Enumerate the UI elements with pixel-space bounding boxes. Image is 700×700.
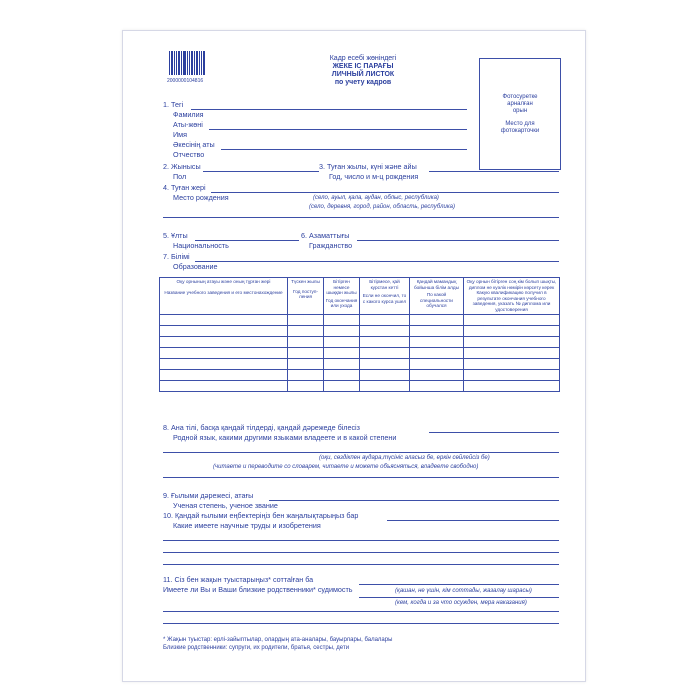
table-cell[interactable] bbox=[464, 380, 560, 391]
table-cell[interactable] bbox=[160, 358, 288, 369]
patronymic-label-ru: Отчество bbox=[173, 150, 205, 159]
convictions-label-ru: Имеете ли Вы и Ваши близкие родственники* судимость bbox=[163, 585, 353, 594]
col-institution: Оқу орнының атауы және оның тұрған жері Название учебного заведения и его местонахождение bbox=[160, 278, 288, 315]
table-row bbox=[160, 325, 560, 336]
table-cell[interactable] bbox=[160, 369, 288, 380]
table-cell[interactable] bbox=[464, 325, 560, 336]
table-cell[interactable] bbox=[160, 314, 288, 325]
convictions-input-line-4[interactable] bbox=[163, 623, 559, 624]
surname-label-kz: 1. Тегі bbox=[163, 100, 184, 109]
table-cell[interactable] bbox=[160, 347, 288, 358]
name-label-ru: Имя bbox=[173, 130, 187, 139]
convictions-input-line-2[interactable] bbox=[359, 597, 559, 598]
photo-label-kz-1: Фотосуретке bbox=[502, 93, 538, 100]
degree-label-ru: Ученая степень, ученое звание bbox=[173, 501, 278, 510]
works-label-ru: Какие имеете научные труды и изобретения bbox=[173, 521, 321, 530]
table-cell[interactable] bbox=[410, 369, 464, 380]
photo-label-kz-2: арналған bbox=[507, 100, 533, 107]
table-cell[interactable] bbox=[410, 325, 464, 336]
convictions-hint-kz: (қашан, не үшін, кім соттады, жазалау шарасы) bbox=[395, 588, 532, 594]
col-qualification: Оқу орнын бітірген соң кім болып шықты, диплом не куәлік нөмірін көрсету керек Какую квалификацию получил в результате окончания учебного заведения, указать № диплома или удостоверения bbox=[464, 278, 560, 315]
table-cell[interactable] bbox=[288, 369, 324, 380]
convictions-input-line-3[interactable] bbox=[163, 611, 559, 612]
table-row bbox=[160, 347, 560, 358]
title-ru-1: ЛИЧНЫЙ ЛИСТОК bbox=[331, 71, 395, 78]
col-specialty: Қандай мамандық бойынша білім алды По какой специальности обучался bbox=[410, 278, 464, 315]
footnote-ru: Близкие родственники: супруги, их родители, братья, сестры, дети bbox=[163, 645, 350, 651]
col-graduation-year: Бітірген немесе шыққан жылы Год окончания или ухода bbox=[324, 278, 360, 315]
table-cell[interactable] bbox=[360, 325, 410, 336]
col-course-left: Бітірмесе, қай курстан кетті Если не окончил, то с какого курса ушел bbox=[360, 278, 410, 315]
nationality-label-kz: 5. Ұлты bbox=[163, 231, 188, 240]
language-input-line-1[interactable] bbox=[429, 432, 559, 433]
degree-label-kz: 9. Ғылыми дәрежесі, атағы bbox=[163, 491, 254, 500]
table-cell[interactable] bbox=[360, 336, 410, 347]
birthdate-label-kz: 3. Туған жылы, күні және айы bbox=[319, 162, 417, 171]
language-hint-ru: (читаете и переводите со словарем, читаете и можете объясняться, владеете свободно) bbox=[213, 464, 479, 470]
table-cell[interactable] bbox=[160, 380, 288, 391]
sex-label-kz: 2. Жынысы bbox=[163, 162, 201, 171]
table-cell[interactable] bbox=[410, 347, 464, 358]
language-hint-kz: (оқи, сөздікпен аударa,түсініс алaсыз бе, еркін сөйлейсіз бе) bbox=[319, 455, 490, 461]
works-label-kz: 10. Қандай ғылыми еңбектеріңіз бен жаңалықтарыңыз бар bbox=[163, 511, 359, 520]
table-cell[interactable] bbox=[160, 336, 288, 347]
table-cell[interactable] bbox=[288, 314, 324, 325]
birthplace-label-ru: Место рождения bbox=[173, 193, 229, 202]
table-cell[interactable] bbox=[360, 347, 410, 358]
nationality-label-ru: Национальность bbox=[173, 241, 229, 250]
patronymic-input-line[interactable] bbox=[221, 149, 467, 150]
education-label-kz: 7. Білімі bbox=[163, 252, 190, 261]
table-cell[interactable] bbox=[324, 325, 360, 336]
table-cell[interactable] bbox=[360, 380, 410, 391]
birthdate-input-line[interactable] bbox=[429, 171, 559, 172]
table-cell[interactable] bbox=[464, 336, 560, 347]
education-label-ru: Образование bbox=[173, 262, 218, 271]
photo-label-kz-3: орын bbox=[512, 107, 528, 114]
table-row bbox=[160, 336, 560, 347]
table-cell[interactable] bbox=[160, 325, 288, 336]
barcode-number: 2000000104816 bbox=[167, 78, 204, 84]
photo-placeholder bbox=[479, 58, 561, 170]
table-cell[interactable] bbox=[360, 358, 410, 369]
surname-label-ru: Фамилия bbox=[173, 110, 204, 119]
degree-input-line[interactable] bbox=[269, 500, 559, 501]
citizenship-label-ru: Гражданство bbox=[309, 241, 353, 250]
patronymic-label-kz: Әкесінің аты bbox=[173, 140, 215, 149]
citizenship-input-line[interactable] bbox=[357, 240, 559, 241]
footnote-kz: * Жақын туыстар: ерлі-зайыптылар, олардың ата-аналары, бауырлары, балалары bbox=[163, 637, 393, 643]
convictions-input-line-1[interactable] bbox=[359, 584, 559, 585]
works-input-line-3[interactable] bbox=[163, 552, 559, 553]
title-ru-2: по учету кадров bbox=[334, 79, 392, 86]
language-label-ru: Родной язык, какими другими языками владеете и в какой степени bbox=[173, 433, 397, 442]
birthplace-input-line[interactable] bbox=[211, 192, 559, 193]
photo-label-ru-1: Место для bbox=[505, 120, 535, 127]
works-input-line-4[interactable] bbox=[163, 564, 559, 565]
birthplace-hint-ru: (село, деревня, город, район, область, республика) bbox=[309, 204, 455, 210]
convictions-hint-ru: (кем, когда и за что осужден, мера наказания) bbox=[395, 600, 527, 606]
sex-input-line[interactable] bbox=[203, 171, 319, 172]
table-cell[interactable] bbox=[288, 325, 324, 336]
table-cell[interactable] bbox=[464, 369, 560, 380]
education-table-header bbox=[160, 278, 560, 315]
table-cell[interactable] bbox=[288, 358, 324, 369]
photo-label-ru-2: фотокарточки bbox=[500, 127, 540, 134]
col-admission-year: Түскен жылы Год поступ-ления bbox=[288, 278, 324, 315]
table-cell[interactable] bbox=[410, 380, 464, 391]
title-kz-1: Кадр есебі жөніндегі bbox=[329, 55, 397, 62]
table-cell[interactable] bbox=[324, 358, 360, 369]
table-row bbox=[160, 314, 560, 325]
surname-input-line[interactable] bbox=[191, 109, 467, 110]
table-cell[interactable] bbox=[324, 380, 360, 391]
birthdate-label-ru: Год, число и м-ц рождения bbox=[329, 172, 419, 181]
language-input-line-3[interactable] bbox=[163, 477, 559, 478]
table-cell[interactable] bbox=[360, 369, 410, 380]
table-cell[interactable] bbox=[464, 347, 560, 358]
table-cell[interactable] bbox=[410, 314, 464, 325]
table-cell[interactable] bbox=[410, 358, 464, 369]
sex-label-ru: Пол bbox=[173, 172, 187, 181]
birthplace-extra-line[interactable] bbox=[163, 217, 559, 218]
barcode bbox=[169, 51, 209, 75]
table-cell[interactable] bbox=[324, 347, 360, 358]
language-input-line-2[interactable] bbox=[163, 452, 559, 453]
title-kz-2: ЖЕКЕ ІС ПАРАҒЫ bbox=[332, 63, 394, 70]
education-input-line[interactable] bbox=[195, 261, 559, 262]
citizenship-label-kz: 6. Азаматтығы bbox=[301, 231, 350, 240]
works-input-line-1[interactable] bbox=[387, 520, 559, 521]
table-row bbox=[160, 380, 560, 391]
table-row bbox=[160, 369, 560, 380]
language-label-kz: 8. Ана тілі, басқа қандай тілдерді, қандай дәрежеде білесіз bbox=[163, 423, 360, 432]
form-sheet bbox=[122, 30, 586, 682]
table-cell[interactable] bbox=[324, 314, 360, 325]
table-cell[interactable] bbox=[410, 336, 464, 347]
table-row bbox=[160, 358, 560, 369]
table-cell[interactable] bbox=[464, 314, 560, 325]
convictions-label-kz: 11. Сіз бен жақын туыстарыңыз* соттalған ба bbox=[163, 575, 314, 584]
name-input-line[interactable] bbox=[209, 129, 467, 130]
table-cell[interactable] bbox=[324, 336, 360, 347]
education-table bbox=[159, 277, 560, 392]
table-cell[interactable] bbox=[360, 314, 410, 325]
birthplace-label-kz: 4. Туған жері bbox=[163, 183, 206, 192]
table-cell[interactable] bbox=[288, 336, 324, 347]
table-cell[interactable] bbox=[464, 358, 560, 369]
birthplace-hint-kz: (село, ауыл, қала, аудан, облыс, республика) bbox=[313, 195, 439, 201]
name-label-kz: Аты-жөні bbox=[173, 120, 203, 129]
table-cell[interactable] bbox=[288, 380, 324, 391]
table-cell[interactable] bbox=[324, 369, 360, 380]
works-input-line-2[interactable] bbox=[163, 540, 559, 541]
table-cell[interactable] bbox=[288, 347, 324, 358]
